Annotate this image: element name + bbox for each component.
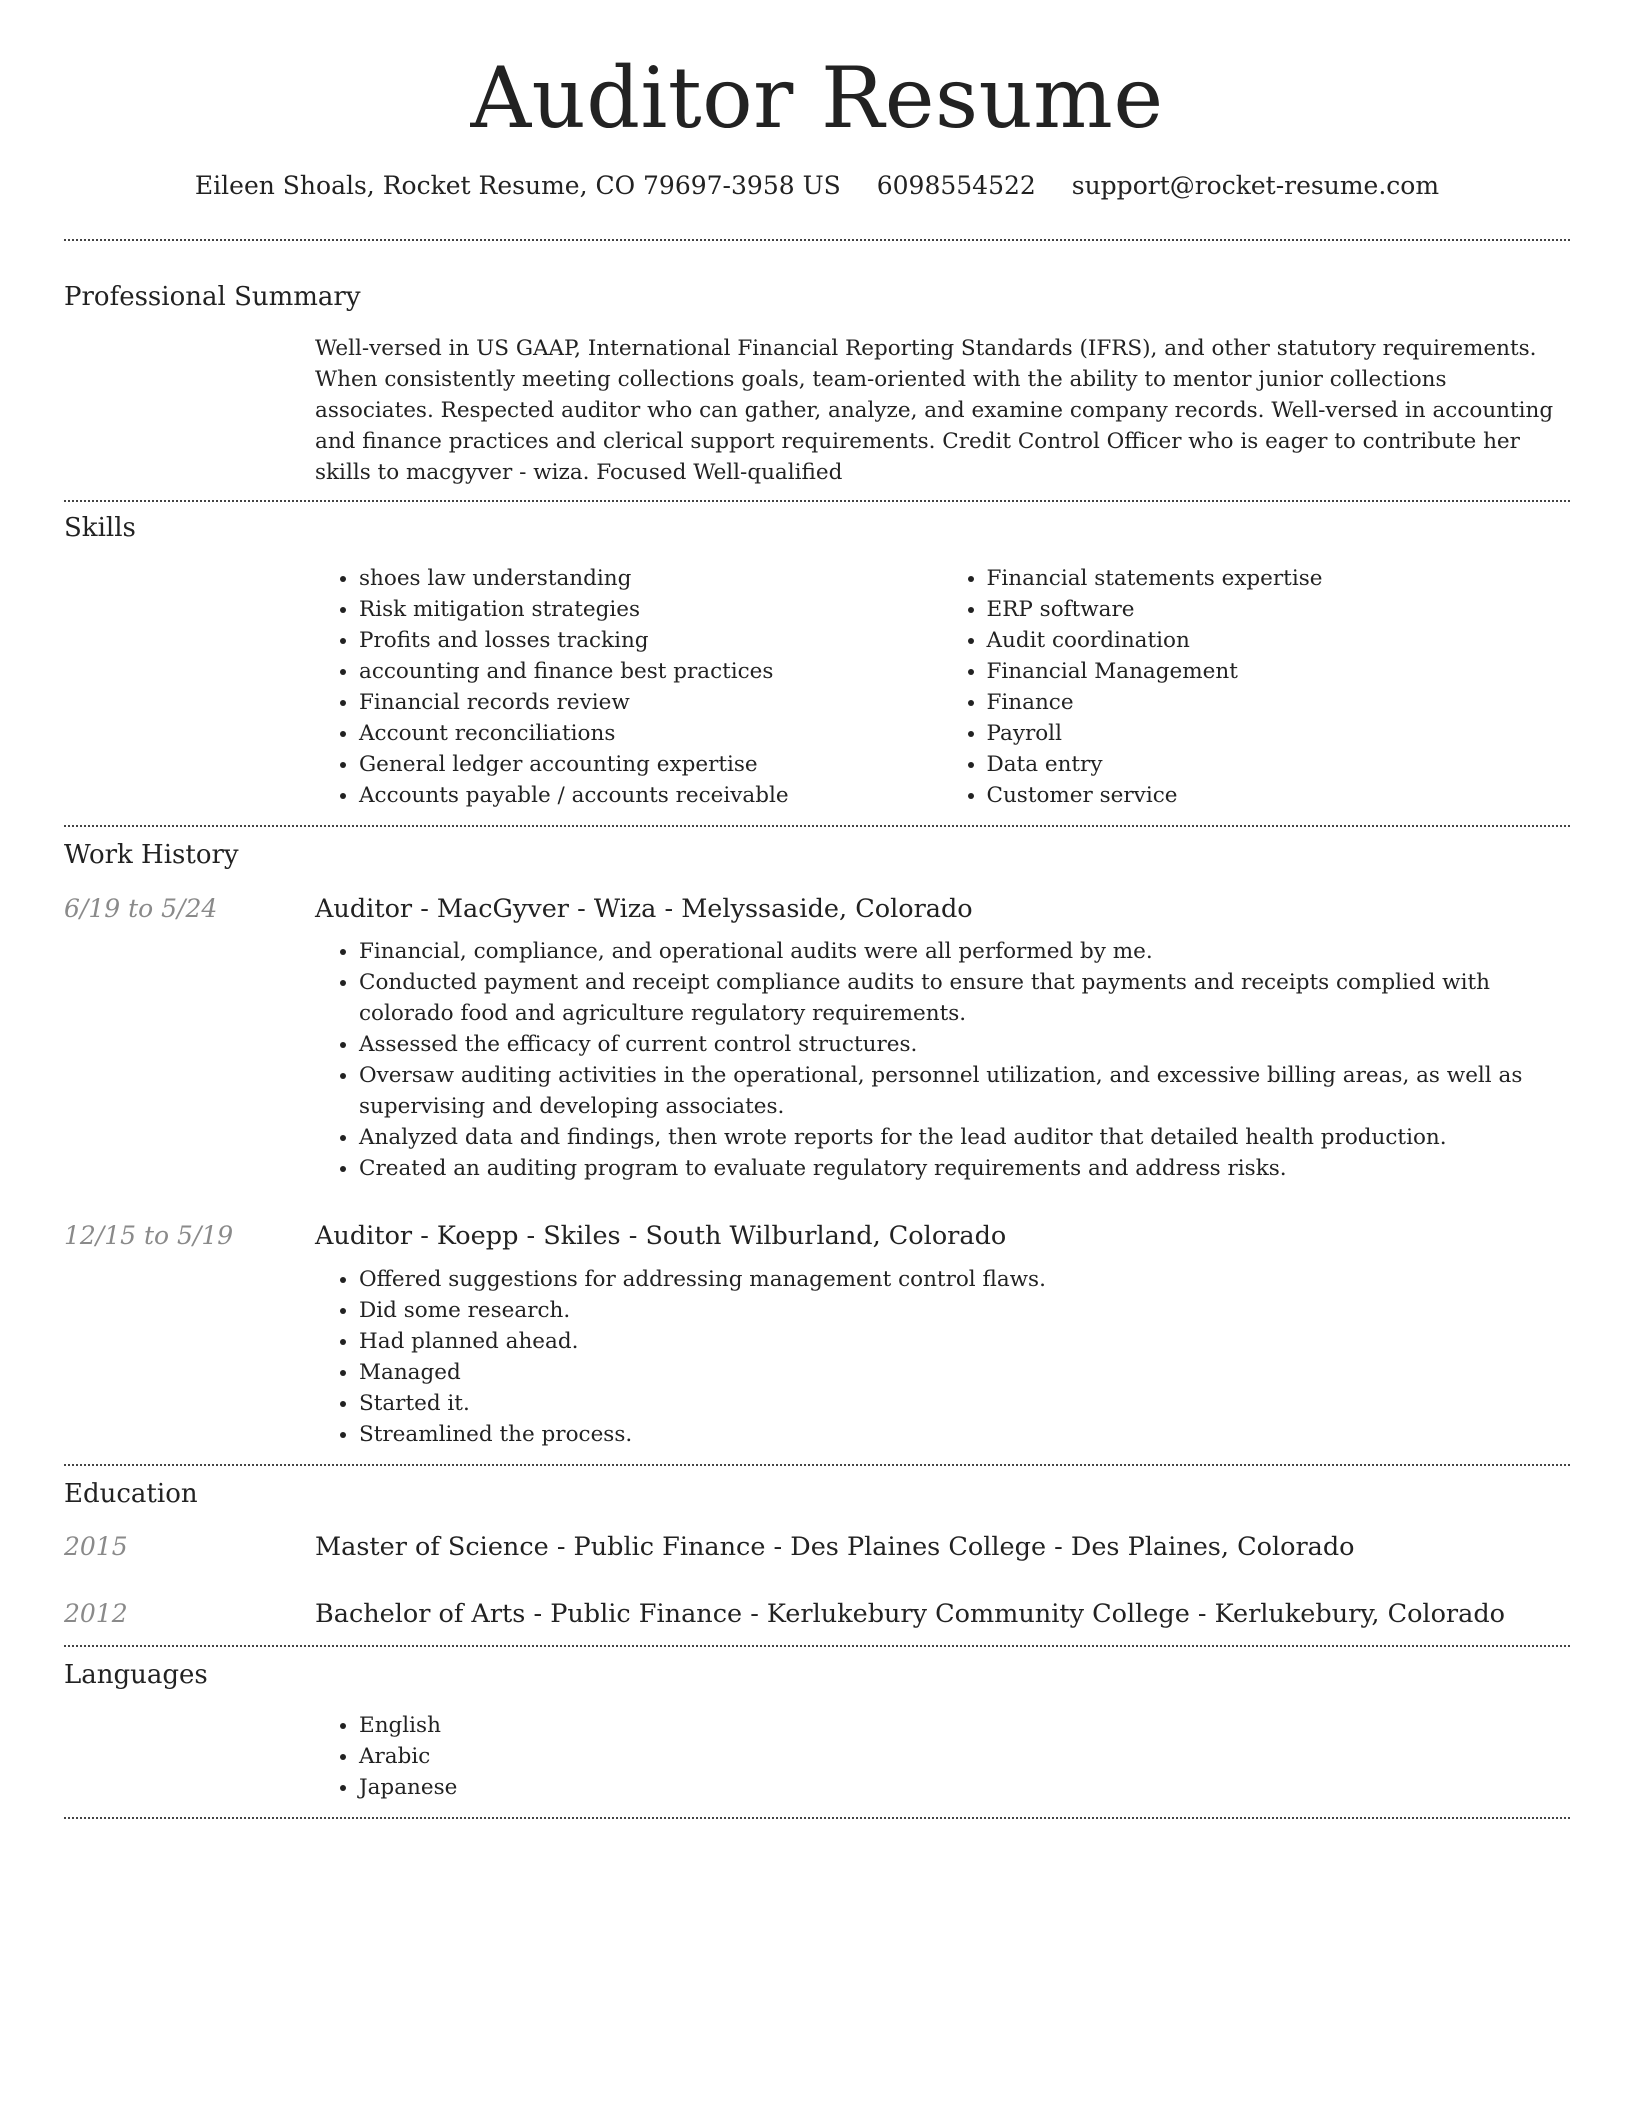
job-bullet: • Did some research. — [359, 1295, 1570, 1326]
resume-page — [64, 0, 1570, 1819]
language-item: • Japanese — [359, 1772, 1570, 1803]
section-divider — [64, 500, 1570, 502]
contact-line — [64, 170, 1570, 203]
skill-item: • Account reconciliations — [359, 718, 943, 749]
summary-section — [64, 281, 1570, 488]
skill-item: • Financial records review — [359, 687, 943, 718]
job-dates: 6/19 to 5/24 — [64, 894, 218, 924]
job-bullet: • Oversaw auditing activities in the operational, personnel utilization, and excessive billing areas, as well as supervising and developing associates. — [359, 1060, 1570, 1122]
job-title: Auditor - MacGyver - Wiza - Melyssaside, Colorado — [315, 894, 973, 925]
skills-list-right — [943, 563, 1571, 811]
section-divider — [64, 1645, 1570, 1647]
skill-item: • Accounts payable / accounts receivable — [359, 780, 943, 811]
languages-heading: Languages — [64, 1659, 208, 1690]
section-divider — [64, 239, 1570, 241]
section-divider — [64, 825, 1570, 827]
skill-item: • Payroll — [987, 718, 1571, 749]
job-title: Auditor - Koepp - Skiles - South Wilburland, Colorado — [315, 1221, 1007, 1252]
job-bullet: • Offered suggestions for addressing management control flaws. — [359, 1264, 1570, 1295]
skills-heading: Skills — [64, 512, 136, 543]
section-divider — [64, 1817, 1570, 1819]
skill-item: • ERP software — [987, 594, 1571, 625]
job-bullet: • Assessed the efficacy of current control structures. — [359, 1029, 1570, 1060]
education-year: 2015 — [64, 1532, 128, 1562]
education-title — [315, 1598, 1505, 1631]
education-entry — [64, 1598, 1570, 1631]
language-item: • English — [359, 1710, 1570, 1741]
language-item: • Arabic — [359, 1741, 1570, 1772]
skill-item: • Customer service — [987, 780, 1571, 811]
skill-item: • Financial statements expertise — [987, 563, 1571, 594]
education-separator: - — [750, 1598, 767, 1629]
skill-item: • shoes law understanding — [359, 563, 943, 594]
education-degree: Bachelor of Arts - Public Finance — [315, 1598, 743, 1629]
skills-columns — [315, 563, 1570, 811]
skill-item: • Data entry — [987, 749, 1571, 780]
skill-item: • accounting and finance best practices — [359, 656, 943, 687]
skill-item: • Audit coordination — [987, 625, 1571, 656]
summary-heading: Professional Summary — [64, 281, 361, 312]
education-school: Des Plaines College - Des Plaines, Colorado — [790, 1532, 1355, 1563]
job-dates: 12/15 to 5/19 — [64, 1221, 234, 1251]
education-school: Kerlukebury Community College - Kerlukebury, Colorado — [766, 1598, 1506, 1629]
job-bullet: • Had planned ahead. — [359, 1326, 1570, 1357]
job-entry — [64, 1220, 1570, 1449]
page-title: Auditor Resume — [470, 49, 1164, 147]
job-bullet: • Started it. — [359, 1388, 1570, 1419]
job-header — [64, 1220, 1570, 1253]
languages-list — [315, 1710, 1570, 1803]
skill-item: • General ledger accounting expertise — [359, 749, 943, 780]
section-divider — [64, 1464, 1570, 1466]
work-heading: Work History — [64, 840, 239, 871]
contact-address: Eileen Shoals, Rocket Resume, CO 79697-3958 US — [194, 171, 841, 201]
job-bullet: • Created an auditing program to evaluate regulatory requirements and address risks. — [359, 1153, 1570, 1184]
job-entry — [64, 893, 1570, 1184]
work-section — [64, 839, 1570, 1449]
education-heading: Education — [64, 1478, 198, 1509]
job-bullet: • Conducted payment and receipt compliance audits to ensure that payments and receipts complied with colorado food and agriculture regulatory requirements. — [359, 967, 1570, 1029]
skills-list-left — [315, 563, 943, 811]
education-year: 2012 — [64, 1598, 128, 1628]
job-bullet: • Financial, compliance, and operational audits were all performed by me. — [359, 936, 1570, 967]
education-separator: - — [773, 1532, 791, 1563]
skill-item: • Profits and losses tracking — [359, 625, 943, 656]
education-title — [315, 1531, 1355, 1564]
job-bullets — [315, 1264, 1570, 1450]
skill-item: • Financial Management — [987, 656, 1571, 687]
job-bullet: • Managed — [359, 1357, 1570, 1388]
contact-email: support@rocket-resume.com — [1071, 171, 1440, 201]
education-entry — [64, 1531, 1570, 1564]
education-degree: Master of Science - Public Finance — [315, 1532, 766, 1563]
education-section — [64, 1478, 1570, 1631]
languages-section — [64, 1659, 1570, 1804]
job-bullet: • Analyzed data and findings, then wrote reports for the lead auditor that detailed health production. — [359, 1122, 1570, 1153]
skill-item: • Finance — [987, 687, 1571, 718]
job-bullets — [315, 936, 1570, 1184]
job-header — [64, 893, 1570, 926]
summary-text: Well-versed in US GAAP, International Financial Reporting Standards (IFRS), and other statutory requirements. When consistently meeting collections goals, team-oriented with the ability to mentor junior collections associates. Respected auditor who can gather, analyze, and examine company records. Well-versed in accounting and finance practices and clerical support requirements. Credit Control Officer who is eager to contribute her skills to macgyver - wiza. Focused Well-qualified — [315, 335, 1554, 485]
contact-phone: 6098554522 — [876, 171, 1036, 201]
job-bullet: • Streamlined the process. — [359, 1419, 1570, 1450]
skills-section — [64, 512, 1570, 812]
skill-item: • Risk mitigation strategies — [359, 594, 943, 625]
